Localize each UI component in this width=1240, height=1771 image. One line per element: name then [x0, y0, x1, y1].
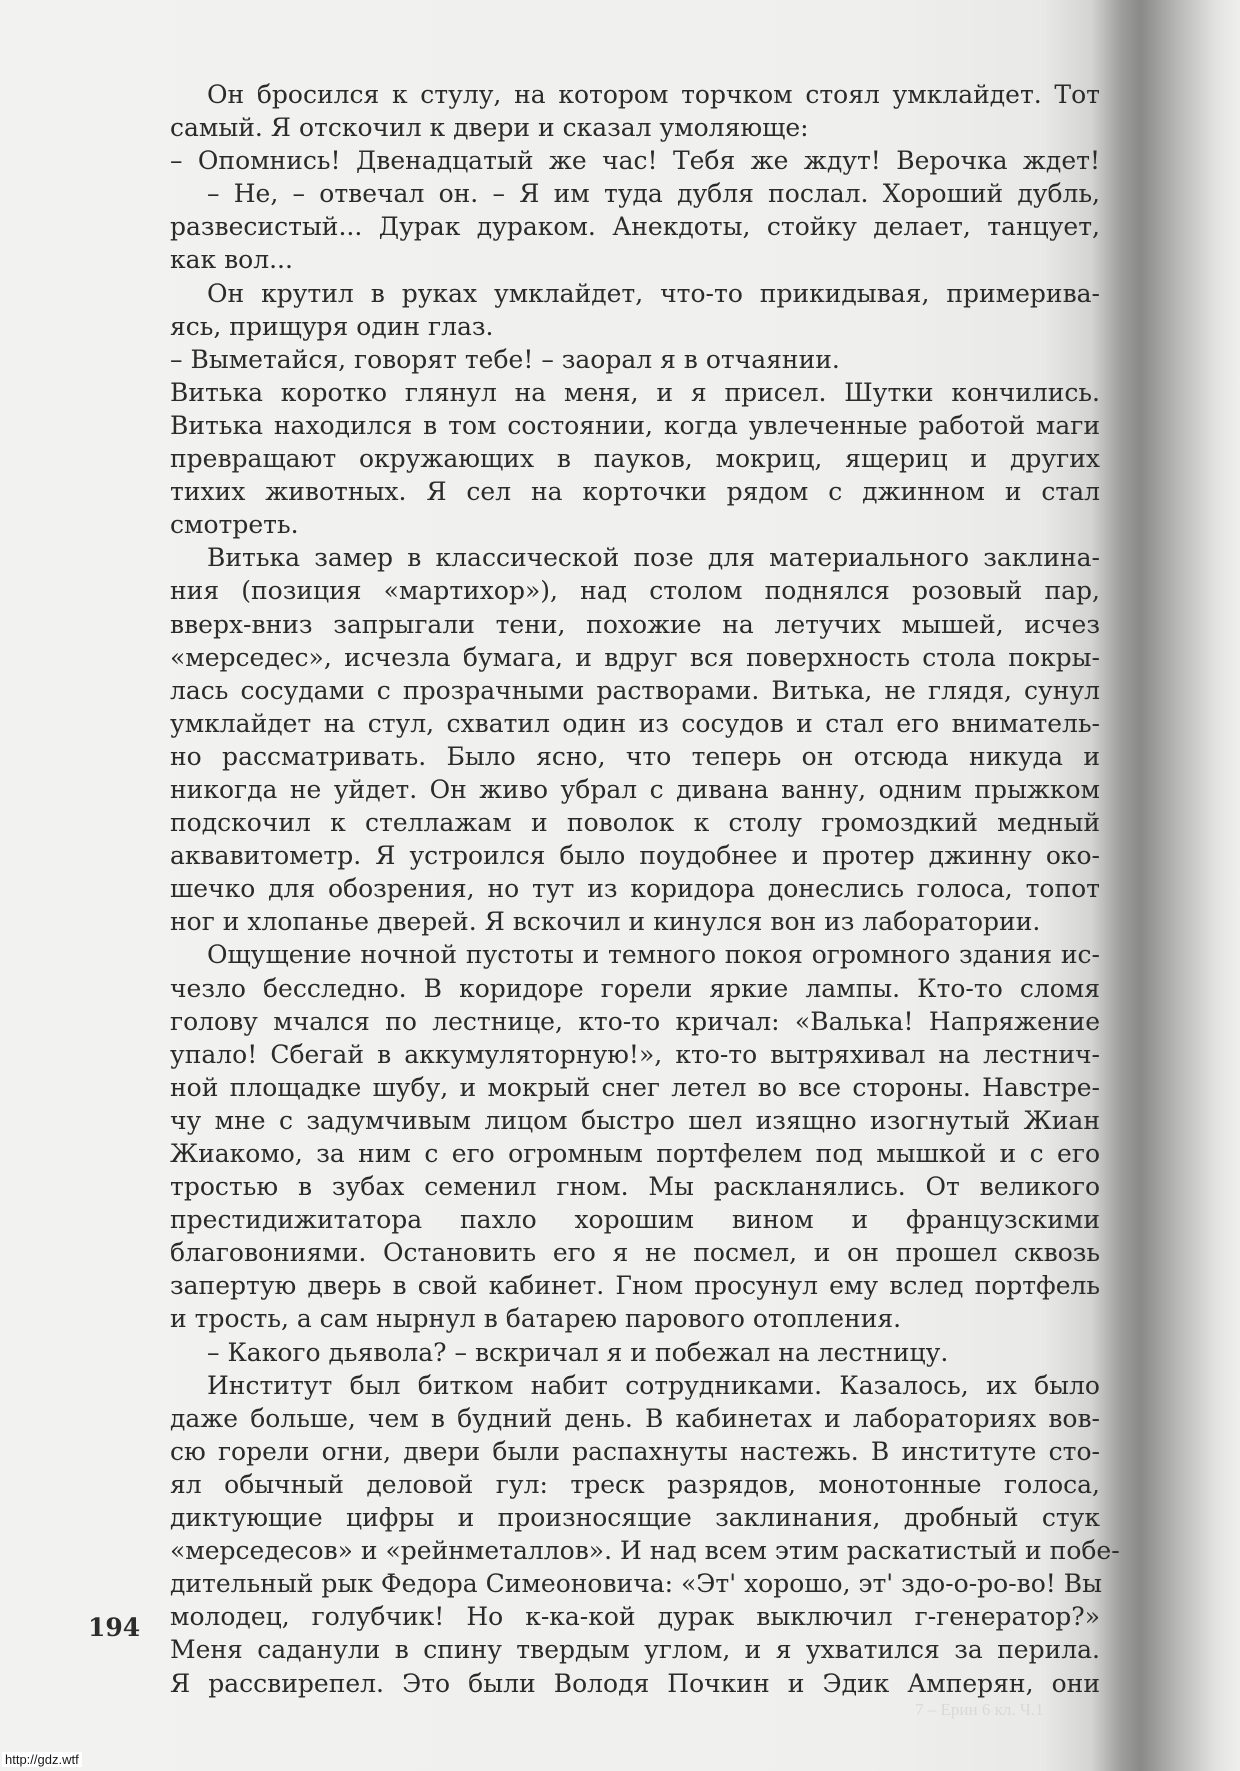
text-line: ног и хлопанье дверей. Я вскочил и кинулся вон из лаборатории.	[170, 907, 1041, 937]
text-line: – Опомнись! Двенадцатый же час! Тебя же ждут! Верочка ждет!	[170, 146, 1100, 176]
text-line: – Не, – отвечал он. – Я им туда дубля послал. Хороший дубль,	[207, 179, 1100, 209]
page-number: 194	[88, 1613, 141, 1642]
text-line: Меня саданули в спину твердым углом, и я ухватился за перила.	[170, 1635, 1100, 1665]
text-line: сю горели огни, двери были распахнуты настежь. В институте сто-	[170, 1436, 1100, 1466]
text-line: чезло бесследно. В коридоре горели яркие лампы. Кто-то сломя	[170, 973, 1100, 1003]
text-line: Жиакомо, за ним с его огромным портфелем под мышкой и с его	[170, 1139, 1100, 1168]
text-line: благовониями. Остановить его я не посмел, и он прошел сквозь	[170, 1238, 1100, 1268]
text-line: Он крутил в руках умклайдет, что-то прикидывая, примерива-	[207, 278, 1100, 308]
text-line: никогда не уйдет. Он живо убрал с дивана ванну, одним прыжком	[170, 774, 1100, 804]
text-line: диктующие цифры и произносящие заклинания, дробный стук	[170, 1503, 1100, 1533]
text-line: тростью в зубах семенил гном. Мы раскланялись. От великого	[170, 1172, 1100, 1202]
text-line: чу мне с задумчивым лицом быстро шел изящно изогнутый Жиан	[170, 1105, 1100, 1135]
text-line: «мерседесов» и «рейнметаллов». И над всем этим раскатистый и побе-	[170, 1536, 1120, 1566]
text-line: Институт был битком набит сотрудниками. Казалось, их было	[207, 1370, 1100, 1400]
text-line: – Выметайся, говорят тебе! – заорал я в отчаянии.	[170, 344, 840, 374]
text-line: – Какого дьявола? – вскричал я и побежал на лестницу.	[207, 1337, 949, 1367]
text-line: Витька замер в классической позе для материального заклина-	[207, 543, 1100, 573]
text-line: ния (позиция «мартихор»), над столом поднялся розовый пар,	[170, 576, 1100, 606]
text-line: даже больше, чем в будний день. В кабинетах и лабораториях вов-	[170, 1403, 1100, 1433]
text-line: подскочил к стеллажам и поволок к столу громоздкий медный	[170, 808, 1100, 838]
text-line: голову мчался по лестнице, кто-то кричал: «Валька! Напряжение	[170, 1006, 1100, 1036]
text-line: тихих животных. Я сел на корточки рядом с джинном и стал	[170, 477, 1100, 507]
text-line: смотреть.	[170, 510, 299, 540]
text-line: ял обычный деловой гул: треск разрядов, монотонные голоса,	[170, 1469, 1100, 1499]
text-line: ной площадке шубу, и мокрый снег летел во все стороны. Навстре-	[170, 1072, 1100, 1102]
text-line: престидижитатора пахло хорошим вином и французскими	[170, 1205, 1100, 1235]
text-line: вверх-вниз запрыгали тени, похожие на летучих мышей, исчез	[170, 609, 1100, 639]
text-line: Витька находился в том состоянии, когда увлеченные работой маги	[170, 410, 1100, 440]
text-line: упало! Сбегай в аккумуляторную!», кто-то вытряхивал на лестнич-	[170, 1039, 1100, 1069]
text-line: Он бросился к стулу, на котором торчком стоял умклайдет. Тот	[207, 80, 1100, 109]
text-line: дительный рык Федора Симеоновича: «Эт' хорошо, эт' здо-о-ро-во! Вы	[170, 1569, 1103, 1599]
text-line: как вол...	[170, 245, 293, 275]
text-line: Ощущение ночной пустоты и темного покоя огромного здания ис-	[207, 940, 1100, 970]
text-line: но рассматривать. Было ясно, что теперь он отсюда никуда и	[170, 741, 1100, 771]
faint-footer-text: 7 – Ерин 6 кл. Ч.1	[915, 1700, 1044, 1719]
text-line: и трость, а сам нырнул в батарею парового отопления.	[170, 1304, 902, 1334]
text-line: умклайдет на стул, схватил один из сосудов и стал его вниматель-	[170, 708, 1100, 738]
text-line: ясь, прищуря один глаз.	[170, 311, 494, 341]
text-line: лась сосудами с прозрачными растворами. Витька, не глядя, сунул	[170, 675, 1100, 705]
text-line: самый. Я отскочил к двери и сказал умоляюще:	[170, 113, 809, 143]
text-line: Я рассвирепел. Это были Володя Почкин и Эдик Амперян, они	[170, 1668, 1100, 1698]
body-text	[170, 78, 1120, 1700]
text-line: превращают окружающих в пауков, мокриц, ящериц и других	[170, 444, 1100, 474]
text-line: запертую дверь в свой кабинет. Гном просунул ему вслед портфель	[170, 1271, 1100, 1301]
text-line: шечко для обозрения, но тут из коридора донеслись голоса, топот	[170, 874, 1100, 904]
source-watermark: http://gdz.wtf	[2, 1752, 82, 1767]
text-line: Витька коротко глянул на меня, и я присел. Шутки кончились.	[170, 377, 1100, 407]
text-line: молодец, голубчик! Но к-ка-кой дурак выключил г-генератор?»	[170, 1602, 1100, 1632]
text-line: аквавитометр. Я устроился было поудобнее и протер джинну око-	[170, 841, 1100, 871]
text-line: развесистый... Дурак дураком. Анекдоты, стойку делает, танцует,	[170, 212, 1100, 242]
text-line: «мерседес», исчезла бумага, и вдруг вся поверхность стола покры-	[170, 642, 1100, 672]
